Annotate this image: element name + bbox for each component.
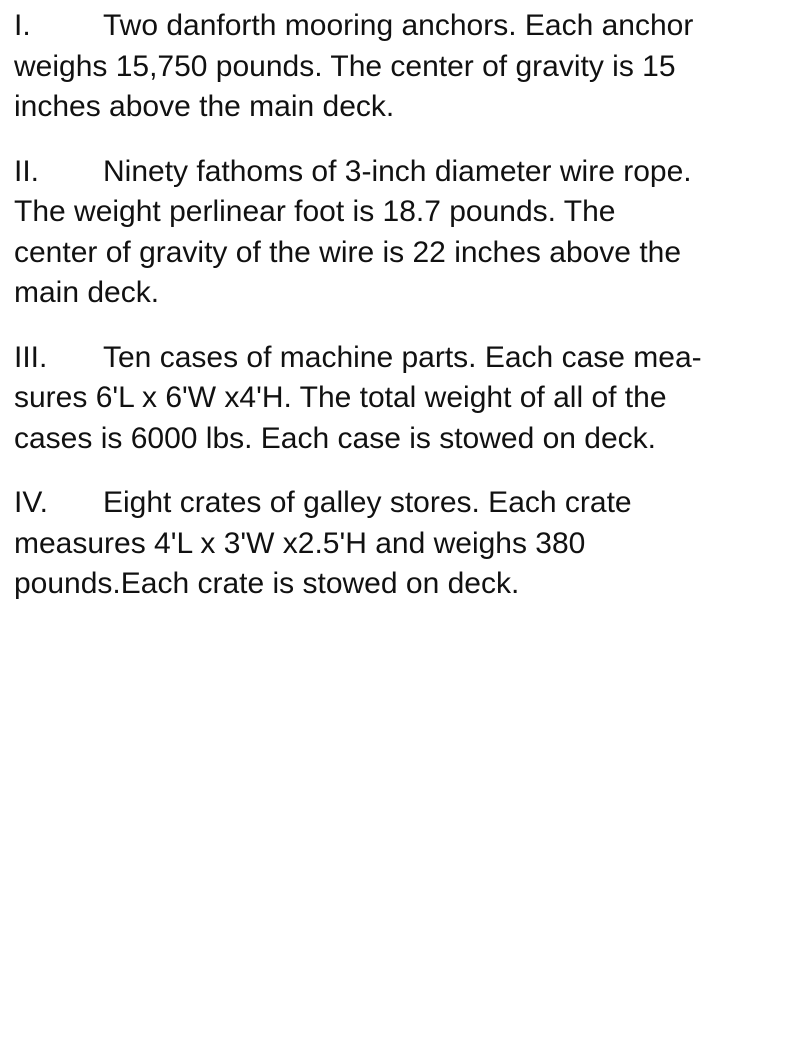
item-text: Ninety fathoms of 3-inch diameter wire rope. bbox=[103, 154, 692, 188]
item-line: cases is 6000 lbs. Each case is stowed on deck. bbox=[14, 421, 657, 455]
item-text: Ten cases of machine parts. Each case mea- bbox=[103, 340, 702, 374]
item-text: Eight crates of galley stores. Each crate bbox=[103, 486, 632, 519]
cargo-item-list bbox=[14, 6, 794, 605]
item-line: center of gravity of the wire is 22 inches above the bbox=[14, 235, 682, 269]
cargo-item bbox=[14, 338, 794, 460]
item-line: pounds.Each crate is stowed on deck. bbox=[14, 567, 520, 600]
item-numeral: I. bbox=[14, 9, 31, 42]
item-line bbox=[14, 152, 794, 193]
item-line: main deck. bbox=[14, 276, 160, 309]
item-numeral: IV. bbox=[14, 486, 48, 519]
item-line: The weight perlinear foot is 18.7 pounds. The bbox=[14, 195, 616, 228]
item-line: weighs 15,750 pounds. The center of gravity is 15 bbox=[14, 49, 676, 83]
item-line: measures 4'L x 3'W x2.5'H and weighs 380 bbox=[14, 526, 586, 560]
item-numeral: III. bbox=[14, 340, 48, 374]
cargo-item bbox=[14, 483, 794, 605]
cargo-item bbox=[14, 152, 794, 314]
item-line: inches above the main deck. bbox=[14, 90, 395, 123]
item-numeral: II. bbox=[14, 154, 40, 188]
item-line: sures 6'L x 6'W x4'H. The total weight of all of the bbox=[14, 381, 667, 414]
item-text: Two danforth mooring anchors. Each anchor bbox=[103, 9, 694, 42]
item-line bbox=[14, 338, 794, 379]
cargo-item bbox=[14, 6, 794, 128]
item-line bbox=[14, 483, 794, 524]
item-line bbox=[14, 6, 794, 47]
